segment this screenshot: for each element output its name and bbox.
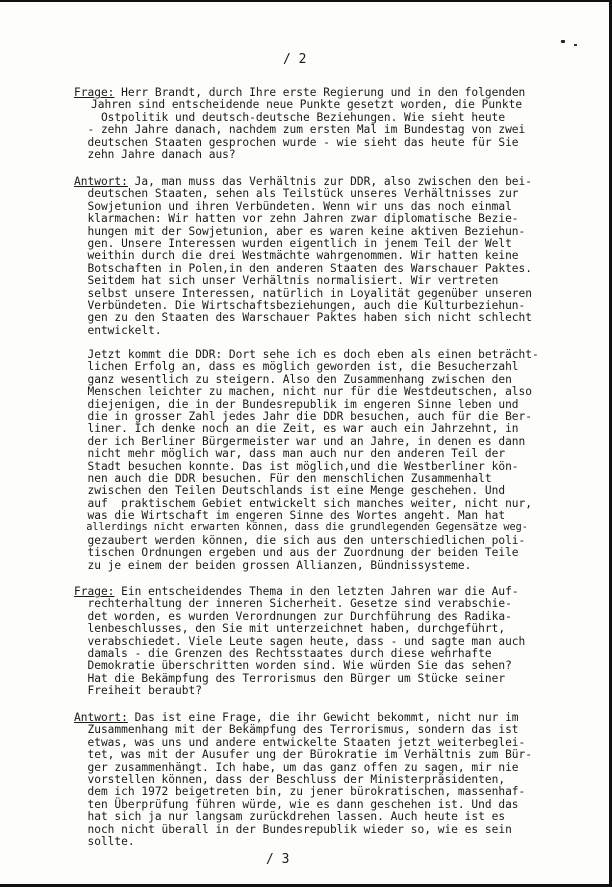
text-line: was die Wirtschaft im engeren Sinne des Wortes angeht. Man hat: [74, 509, 506, 523]
text-line: Demokratie überschritten worden sind. Wie würden Sie das sehen?: [74, 659, 512, 673]
scan-speck: [574, 44, 577, 46]
text-line: diejenigen, die in der Bundesrepublik im engeren Sinne leben und: [74, 397, 519, 411]
text-line: zu je einem der beiden grossen Allianzen, Bündnissysteme.: [74, 558, 472, 572]
text-line: selbst unsere Interessen, natürlich in Loyalität gegenüber unseren: [74, 286, 533, 300]
answer-2: [74, 712, 564, 848]
text-line: sollte.: [74, 834, 135, 848]
answer-label: Antwort:: [74, 711, 128, 724]
text-line: Das ist eine Frage, die ihr Gewicht bekommt, nicht nur im: [127, 711, 519, 724]
text-line: Sowjetunion und ihren Verbündeten. Wenn wir uns das noch einmal: [74, 199, 512, 213]
text-line: tischen Ordnungen ergeben und aus der Zuordnung der beiden Teile: [74, 546, 519, 560]
scan-edge-top: [0, 0, 612, 2]
text-line: gezaubert werden können, die sich aus den unterschiedlichen poli-: [74, 533, 526, 547]
text-line: Herr Brandt, durch Ihre erste Regierung und in den folgenden: [114, 86, 526, 99]
text-line: Verbündeten. Die Wirtschaftsbeziehungen, auch die Kulturbeziehun-: [74, 298, 526, 312]
text-line: ger zusammenhängt. Ich habe, um das ganz offen zu sagen, mir nie: [74, 760, 519, 774]
text-line: der ich Berliner Bürgermeister war und an Jahre, in denen es dann: [74, 434, 526, 448]
text-line: Stadt besuchen konnte. Das ist möglich,und die Westberliner kön-: [74, 459, 519, 473]
text-line: entwickelt.: [74, 323, 162, 337]
text-line: zwischen den Teilen Deutschlands ist eine Menge geschehen. Und: [74, 484, 506, 498]
text-line: rechterhaltung der inneren Sicherheit. Gesetze sind verabschie-: [74, 597, 512, 611]
text-line: Freiheit beraubt?: [74, 684, 202, 698]
text-line: Botschaften in Polen,in den anderen Staaten des Warschauer Paktes.: [74, 261, 533, 275]
question-label: Frage:: [74, 86, 115, 99]
text-line: Ja, man muss das Verhältnis zur DDR, also zwischen den bei-: [127, 175, 533, 188]
text-line: gen zu den Staaten des Warschauer Paktes haben sich nicht schlecht: [74, 311, 533, 325]
text-line: etwas, was uns und andere entwickelte Staaten jetzt weiterbeglei-: [74, 735, 526, 749]
text-line: deutschen Staaten, sehen als Teilstück unseres Verhältnisses zur: [74, 187, 519, 201]
question-2: [74, 586, 564, 698]
text-line: - zehn Jahre danach, nachdem zum ersten Mal im Bundestag von zwei: [74, 123, 526, 137]
text-line: deutschen Staaten gesprochen wurde - wie sieht das heute für Sie: [74, 135, 519, 149]
text-line: hungen mit der Sowjetunion, aber es waren keine aktiven Beziehun-: [74, 224, 526, 238]
text-line: Ein entscheidendes Thema in den letzten Jahren war die Auf-: [114, 585, 519, 598]
text-line: die in grosser Zahl jedes Jahr die DDR besuchen, auch für die Ber-: [74, 409, 533, 423]
text-line: det worden, es wurden Verordnungen zur Durchführung des Radika-: [74, 609, 512, 623]
text-line: liner. Ich denke noch an die Zeit, es war auch ein Jahrzehnt, in: [74, 422, 519, 436]
text-line: weithin durch die drei Westmächte wahrgenommen. Wir hatten keine: [74, 249, 519, 263]
page-number-bottom: / 3: [266, 852, 290, 867]
text-line: Zusammenhang mit der Bekämpfung des Terrorismus, sondern das ist: [74, 723, 519, 737]
text-line: vorstellen können, dass der Beschluss der Ministerpräsidenten,: [74, 772, 506, 786]
text-line: zehn Jahre danach aus?: [74, 147, 236, 161]
text-line: verabschiedet. Viele Leute sagen heute, dass - und sagte man auch: [74, 634, 526, 648]
text-line: noch nicht überall in der Bundesrepublik wieder so, wie es sein: [74, 822, 512, 836]
text-line: Menschen leichter zu machen, nicht nur für die Westdeutschen, also: [74, 385, 533, 399]
text-line: lenbeschlusses, den Sie mit unterzeichnet haben, durchgeführt,: [74, 622, 506, 636]
text-line: dem ich 1972 beigetreten bin, zu jener bürokratischen, massenhaf-: [74, 785, 526, 799]
question-label: Frage:: [74, 585, 115, 598]
text-line: damals - die Grenzen des Rechtsstaates durch diese wehrhafte: [74, 646, 492, 660]
answer-1: [74, 176, 564, 337]
text-line: Jahren sind entscheidende neue Punkte gesetzt worden, die Punkte: [91, 98, 523, 112]
text-line: Seitdem hat sich unser Verhältnis normalisiert. Wir vertreten: [74, 274, 499, 288]
text-line: gen. Unsere Interessen wurden eigentlich in jenem Teil der Welt: [74, 236, 512, 250]
text-line: nicht mehr möglich war, dass man auch nur den anderen Teil der: [74, 447, 506, 461]
scan-speck: [561, 40, 565, 43]
text-line: lichen Erfolg an, dass es möglich geworden ist, die Besucherzahl: [74, 360, 519, 374]
text-line: Ostpolitik und deutsch-deutsche Beziehungen. Wie sieht heute: [74, 110, 506, 124]
text-line: Jetzt kommt die DDR: Dort sehe ich es doch eben als einen beträcht-: [74, 348, 539, 361]
answer-1-paragraph-2: [74, 349, 564, 572]
text-line: klarmachen: Wir hatten vor zehn Jahren zwar diplomatische Bezie-: [74, 212, 519, 226]
text-line: Hat die Bekämpfung des Terrorismus den Bürger um Stücke seiner: [74, 671, 506, 685]
text-line: tet, was mit der Ausufer ung der Bürokratie im Verhältnis zum Bür-: [74, 748, 533, 762]
question-1: [74, 87, 564, 161]
text-line: auf praktischem Gebiet entwickelt sich manches weiter, nicht nur,: [74, 496, 533, 510]
text-line: ten Überprüfung führen würde, wie es dann geschehen ist. Und das: [74, 797, 519, 811]
text-line: hat sich ja nur langsam zurückdrehen lassen. Auch heute ist es: [74, 810, 506, 824]
text-line: nen auch die DDR besuchen. Für den menschlichen Zusammenhalt: [74, 471, 492, 485]
text-line: ganz wesentlich zu steigern. Also den Zusammenhang zwischen den: [74, 372, 512, 386]
text-line: allerdings nicht erwarten können, dass die grundlegenden Gegensätze weg-: [74, 522, 528, 534]
answer-label: Antwort:: [74, 175, 128, 188]
page-number-top: / 2: [283, 52, 307, 67]
